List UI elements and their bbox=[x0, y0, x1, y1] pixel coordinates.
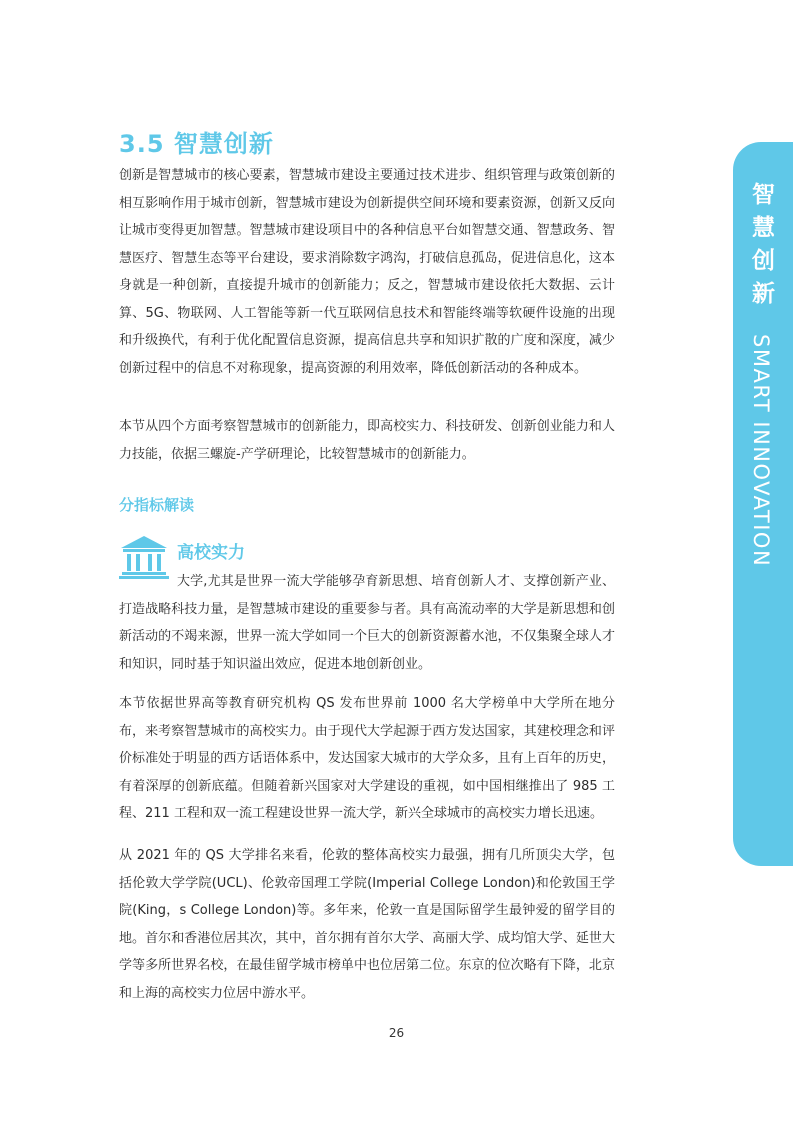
page-number: 26 bbox=[388, 1026, 405, 1040]
university-strength-title: 高校实力 bbox=[177, 543, 245, 563]
intro-paragraph: 创新是智慧城市的核心要素，智慧城市建设主要通过技术进步、组织管理与政策创新的相互影响作用于城市创新，智慧城市建设为创新提供空间环境和要素资源，创新又反向让城市变得更加智慧。智慧城市建设项目中的各种信息平台如智慧交通、智慧政务、智慧医疗、智慧生态等平台建设，要求消除数字鸿沟，打破信息孤岛，促进信息化，这本身就是一种创新，直接提升城市的创新能力；反之，智慧城市建设依托大数据、云计算、5G、物联网、人工智能等新一代互联网信息技术和智能终端等软硬件设施的出现和升级换代，有利于优化配置信息资源，提高信息共享和知识扩散的广度和深度，减少创新过程中的信息不对称现象，提高资源的利用效率，降低创新活动的各种成本。 bbox=[119, 168, 615, 376]
university-paragraph: 大学,尤其是世界一流大学能够孕育新思想、培育创新人才、支撑创新产业、打造战略科技力量，是智慧城市建设的重要参与者。具有高流动率的大学是新思想和创新活动的不竭来源，世界一流大学如同一个巨大的创新资源蓄水池，不仅集聚全球人才和知识，同时基于知识溢出效应，促进本地创新创业。 bbox=[119, 574, 615, 672]
scope-paragraph: 本节从四个方面考察智慧城市的创新能力，即高校实力、科技研发、创新创业能力和人力技能，依据三螺旋-产学研理论，比较智慧城市的创新能力。 bbox=[119, 419, 615, 462]
subindicator-heading: 分指标解读 bbox=[119, 496, 195, 514]
method-paragraph: 本节依据世界高等教育研究机构 QS 发布世界前 1000 名大学榜单中大学所在地分布，来考察智慧城市的高校实力。由于现代大学起源于西方发达国家，其建校理念和评价标准处于明显的西方话语体系中，发达国家大城市的大学众多，且有上百年的历史，有着深厚的创新底蕴。但随着新兴国家对大学建设的重视，如中国相继推出了 985 工程、211 工程和双一流工程建设世界一流大学，新兴全球城市的高校实力增长迅速。 bbox=[119, 696, 615, 821]
side-tab-chinese: 智慧创新 bbox=[748, 182, 774, 314]
side-tab-english: SMART INNOVATION bbox=[749, 334, 773, 568]
side-tab-label bbox=[745, 182, 778, 567]
section-title: 3.5 智慧创新 bbox=[119, 130, 274, 158]
ranking-paragraph: 从 2021 年的 QS 大学排名来看，伦敦的整体高校实力最强，拥有几所顶尖大学，包括伦敦大学学院(UCL)、伦敦帝国理工学院(Imperial College London)和伦敦国王学院(King，s College London)等。多年来，伦敦一直是国际留学生最钟爱的留学目的地。首尔和香港位居其次，其中，首尔拥有首尔大学、高丽大学、成均馆大学、延世大学等多所世界名校，在最佳留学城市榜单中也位居第二位。东京的位次略有下降，北京和上海的高校实力位居中游水平。 bbox=[119, 848, 615, 1001]
